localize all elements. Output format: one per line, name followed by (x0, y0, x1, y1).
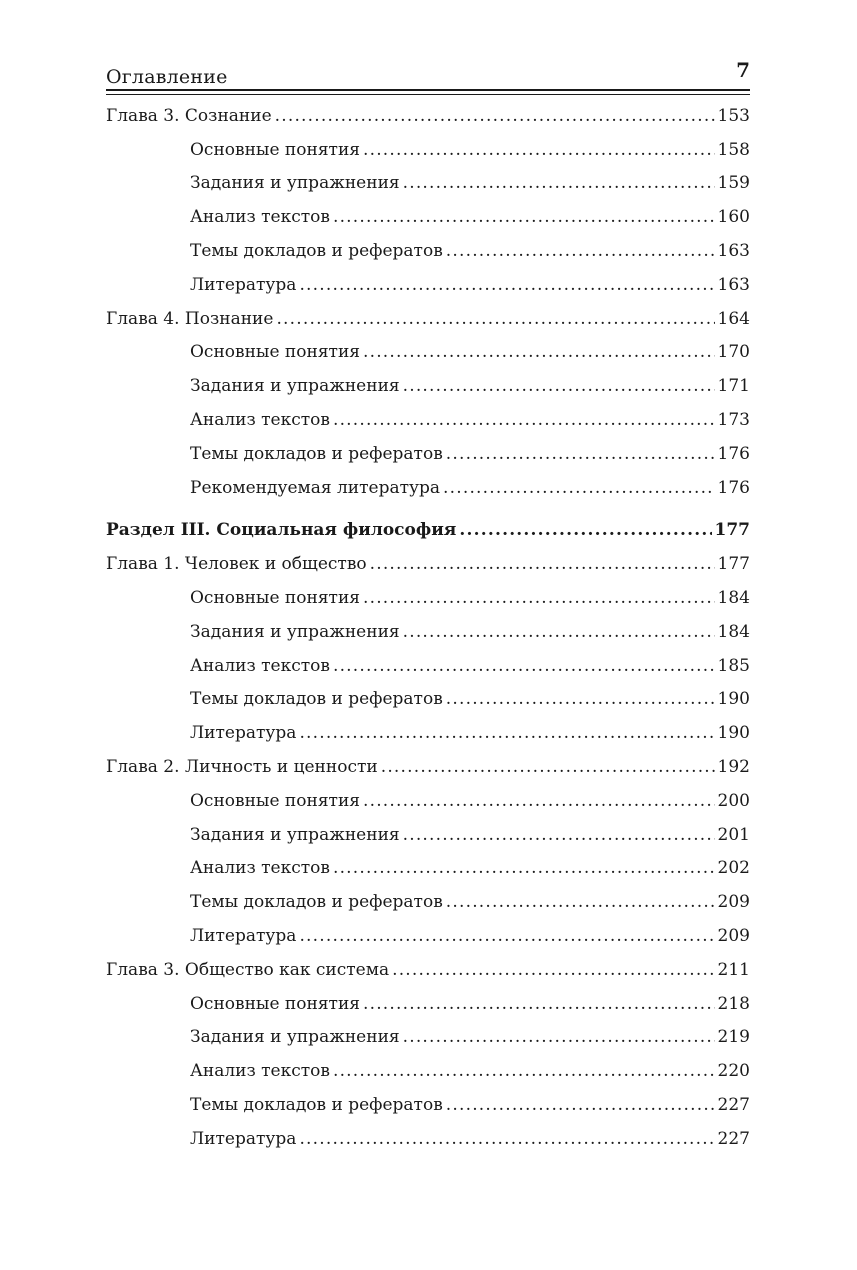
toc-entry-title: Темы докладов и рефератов (190, 689, 443, 710)
toc-chapter-entry[interactable] (106, 302, 750, 336)
toc-entry-title: Анализ текстов (190, 1061, 330, 1082)
page-header (106, 56, 750, 88)
dot-leader (403, 622, 715, 642)
toc-subentry[interactable] (190, 234, 750, 268)
toc-entry-title: Рекомендуемая литература (190, 477, 441, 498)
toc-entry-title: Глава 3. Общество как система (106, 959, 390, 980)
toc-entry-page: 173 (717, 410, 750, 431)
toc-entry-title: Глава 4. Познание (106, 308, 274, 329)
toc-subentry[interactable] (190, 167, 750, 201)
header-rule-thick (106, 89, 750, 91)
toc-entry-title: Задания и упражнения (190, 376, 400, 397)
dot-leader (403, 173, 715, 193)
toc-subentry[interactable] (190, 336, 750, 370)
toc-entry-title: Глава 3. Сознание (106, 105, 272, 126)
toc-entry-page: 176 (717, 477, 750, 498)
toc-entry-title: Задания и упражнения (190, 1027, 400, 1048)
page-number: 7 (736, 58, 750, 82)
dot-leader (333, 1061, 715, 1081)
toc-entry-page: 227 (717, 1128, 750, 1149)
dot-leader (381, 757, 715, 777)
toc-chapter-entry[interactable] (106, 750, 750, 784)
toc-entry-page: 220 (717, 1061, 750, 1082)
toc-subentry[interactable] (190, 403, 750, 437)
toc-entry-page: 218 (717, 993, 750, 1014)
toc-entry-title: Темы докладов и рефератов (190, 892, 443, 913)
toc-part-entry[interactable] (106, 514, 750, 548)
dot-leader (363, 342, 715, 362)
toc-subentry[interactable] (190, 581, 750, 615)
toc-entry-title: Основные понятия (190, 993, 360, 1014)
toc-entry-page: 177 (717, 554, 750, 575)
dot-leader (333, 858, 715, 878)
toc-entry-title: Основные понятия (190, 588, 360, 609)
dot-leader (333, 656, 715, 676)
toc-entry-page: 190 (717, 689, 750, 710)
toc-subentry[interactable] (190, 1021, 750, 1055)
toc-entry-page: 190 (717, 723, 750, 744)
toc-entry-page: 163 (717, 241, 750, 262)
dot-leader (370, 554, 715, 574)
toc-entry-page: 211 (717, 959, 750, 980)
toc-entry-page: 227 (717, 1095, 750, 1116)
dot-leader (403, 376, 715, 396)
running-title: Оглавление (106, 66, 228, 88)
toc-entry-page: 160 (717, 207, 750, 228)
toc-entry-page: 176 (717, 443, 750, 464)
toc-entry-page: 164 (717, 308, 750, 329)
toc-subentry[interactable] (190, 784, 750, 818)
dot-leader (363, 791, 715, 811)
toc-entry-title: Темы докладов и рефератов (190, 443, 443, 464)
toc-subentry[interactable] (190, 852, 750, 886)
toc-subentry[interactable] (190, 649, 750, 683)
dot-leader (446, 689, 715, 709)
toc-entry-page: 209 (717, 892, 750, 913)
toc-entry-title: Литература (190, 274, 297, 295)
dot-leader (363, 994, 715, 1014)
toc-entry-title: Основные понятия (190, 790, 360, 811)
toc-subentry[interactable] (190, 1088, 750, 1122)
dot-leader (333, 207, 715, 227)
dot-leader (299, 723, 714, 743)
toc-entry-title: Анализ текстов (190, 858, 330, 879)
toc-chapter-entry[interactable] (106, 547, 750, 581)
dot-leader (403, 1027, 715, 1047)
toc-subentry[interactable] (190, 818, 750, 852)
toc-entry-title: Основные понятия (190, 342, 360, 363)
toc-entry-title: Литература (190, 926, 297, 947)
toc-subentry[interactable] (190, 369, 750, 403)
toc-entry-page: 170 (717, 342, 750, 363)
toc-entry-title: Основные понятия (190, 139, 360, 160)
dot-leader (446, 241, 715, 261)
toc-entry-page: 158 (717, 139, 750, 160)
toc-entry-title: Анализ текстов (190, 207, 330, 228)
toc-entry-page: 177 (714, 520, 750, 541)
toc-entry-title: Темы докладов и рефератов (190, 1095, 443, 1116)
toc-subentry[interactable] (190, 471, 750, 505)
toc-subentry[interactable] (190, 615, 750, 649)
toc-entry-title: Раздел III. Социальная философия (106, 520, 457, 541)
toc-entry-page: 184 (717, 588, 750, 609)
toc-entry-page: 219 (717, 1027, 750, 1048)
toc-entry-page: 192 (717, 757, 750, 778)
dot-leader (446, 444, 715, 464)
toc-entry-title: Анализ текстов (190, 410, 330, 431)
dot-leader (392, 960, 714, 980)
dot-leader (443, 478, 715, 498)
toc-chapter-entry[interactable] (106, 99, 750, 133)
toc-entry-page: 201 (717, 824, 750, 845)
dot-leader (275, 106, 715, 126)
toc-entry-title: Задания и упражнения (190, 621, 400, 642)
toc-entry-title: Задания и упражнения (190, 824, 400, 845)
dot-leader (299, 275, 714, 295)
dot-leader (459, 520, 711, 540)
toc-entry-page: 185 (717, 655, 750, 676)
dot-leader (403, 825, 715, 845)
toc-entry-page: 202 (717, 858, 750, 879)
dot-leader (299, 926, 714, 946)
toc-entry-page: 159 (717, 173, 750, 194)
toc-entry-title: Литература (190, 723, 297, 744)
toc-subentry[interactable] (190, 200, 750, 234)
dot-leader (363, 140, 715, 160)
toc-entry-page: 153 (717, 105, 750, 126)
toc-entry-page: 200 (717, 790, 750, 811)
dot-leader (446, 892, 715, 912)
toc-chapter-entry[interactable] (106, 953, 750, 987)
toc-entry-page: 171 (717, 376, 750, 397)
toc-entry-page: 163 (717, 274, 750, 295)
toc-entry-title: Анализ текстов (190, 655, 330, 676)
toc-subentry[interactable] (190, 268, 750, 302)
toc-subentry[interactable] (190, 437, 750, 471)
toc-entry-page: 184 (717, 621, 750, 642)
toc-subentry[interactable] (190, 683, 750, 717)
toc-entry-title: Литература (190, 1128, 297, 1149)
toc-entry-title: Темы докладов и рефератов (190, 241, 443, 262)
toc-entry-title: Задания и упражнения (190, 173, 400, 194)
toc-subentry[interactable] (190, 1054, 750, 1088)
toc-subentry[interactable] (190, 716, 750, 750)
toc-subentry[interactable] (190, 919, 750, 953)
header-rule-thin (106, 94, 750, 95)
toc-subentry[interactable] (190, 885, 750, 919)
toc-entry-title: Глава 1. Человек и общество (106, 554, 367, 575)
toc-entry-title: Глава 2. Личность и ценности (106, 757, 378, 778)
toc-subentry[interactable] (190, 987, 750, 1021)
dot-leader (446, 1095, 715, 1115)
toc-entry-page: 209 (717, 926, 750, 947)
dot-leader (363, 588, 715, 608)
toc-subentry[interactable] (190, 133, 750, 167)
dot-leader (276, 309, 714, 329)
dot-leader (333, 410, 715, 430)
dot-leader (299, 1129, 714, 1149)
toc-subentry[interactable] (190, 1122, 750, 1156)
